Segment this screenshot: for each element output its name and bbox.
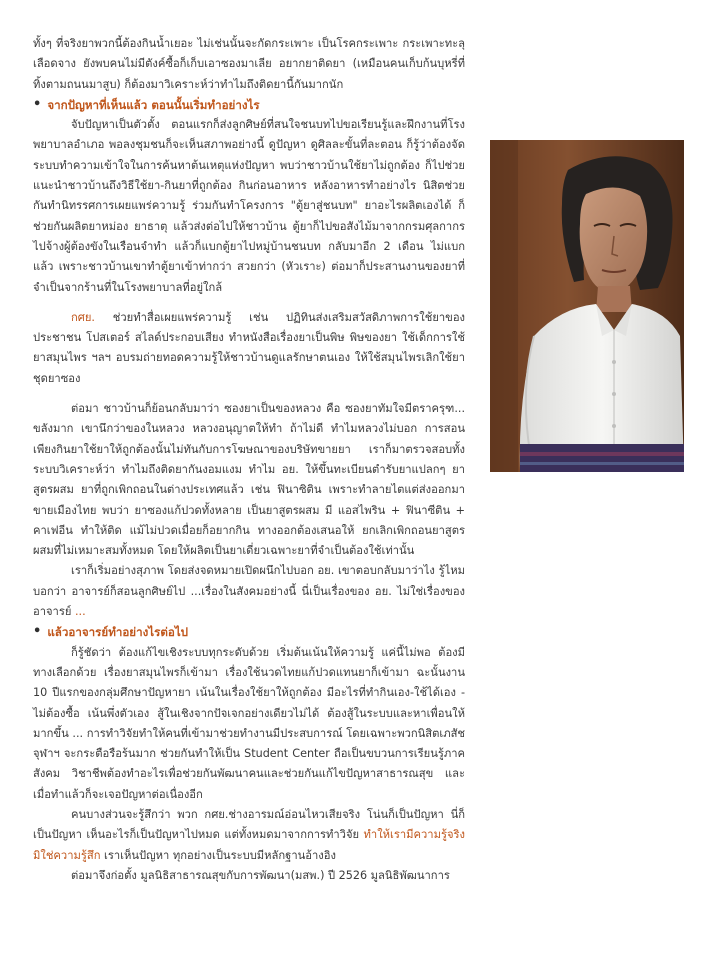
paragraph-open-letter — [33, 561, 465, 622]
section-heading-1 — [33, 95, 465, 115]
research-highlight: ทำให้เรามีความรู้จริง มิใช่ความรู้สึก — [33, 828, 465, 862]
portrait-photo — [490, 140, 684, 472]
paragraph-research-text: คนบางส่วนจะรู้สึกว่า พวก กศย.ช่างอารมณ์อ่อนไหวเสียจริง โน่นก็เป็นปัญหา นี่ก็เป็นปัญหา เห็นอะไรก็เป็นปัญหาไปหมด แต่ทั้งหมดมาจากการทำวิจัย — [33, 807, 465, 842]
portrait-illustration — [490, 140, 684, 472]
paragraph-foundation: ต่อมาจึงก่อตั้ง มูลนิธิสาธารณสุขกับการพัฒนา(มสพ.) ปี 2526 มูลนิธิพัฒนาการ — [71, 868, 450, 882]
paragraph-media-text: ช่วยทำสื่อเผยแพร่ความรู้ เช่น ปฏิทินส่งเสริมสวัสดิภาพการใช้ยาของประชาชน โปสเตอร์ สไลด์ประกอบเสียง ทำหนังสือเรื่องยาเป็นพิษ พิษของยา ใช้เด็กการใช้ยาสมุนไพร ฯลฯ อบรมถ่ายทอดความรู้ให้ชาวบ้านดูแลรักษาตนเอง ให้ใช้สมุนไพรเลิกใช้ยาชุดยาซอง — [33, 310, 465, 385]
section-heading-1-text: จากปัญหาที่เห็นแล้ว ตอนนั้นเริ่มทำอย่างไร — [47, 97, 260, 112]
bullet-icon: • — [33, 96, 42, 112]
paragraph-system-change: ก็รู้ชัดว่า ต้องแก้ไขเชิงระบบทุกระดับด้วย เริ่มต้นเน้นให้ความรู้ แค่นี้ไม่พอ ต้องมีทางเลือกด้วย เรื่องยาสมุนไพรก็เข้ามา เรื่องใช้นวดไทยแก้ปวดแทนยาก็เข้ามา ฉะนั้นงาน 10 ปีแรกของกลุ่มศึกษาปัญหายา เน้นในเรื่องใช้ยาให้ถูกต้อง มีอะไรที่ทำกินเอง-ใช้ได้เอง - ไม่ต้องซื้อ เน้นพึ่งตัวเอง สู้ในเชิงจากปัจเจกอย่างเดียวไม่ได้ ต้องสู้ในระบบและหาเพื่อนให้มากขึ้น ... การทำวิจัยทำให้คนที่เข้ามาช่วยทำงานมีประสบการณ์ โดยเฉพาะพวกนิสิตเภสัชจุฬาฯ จะกระตือรือร้นมาก ช่วยกันทำให้เป็น Student Center ถือเป็นขบวนการเรียนรู้ภาคสังคม วิชาชีพต้องทำอะไรเพื่อช่วยกันพัฒนาคนและช่วยกันแก้ไขปัญหาสาธารณสุข และเมื่อทำแล้วก็จะเจอปัญหาต่อเนื่องอีก — [33, 645, 465, 801]
section-heading-2 — [33, 622, 465, 642]
paragraph-intro: ทั้งๆ ที่จริงยาพวกนี้ต้องกินน้ำเยอะ ไม่เช่นนั้นจะกัดกระเพาะ เป็นโรคกระเพาะ กระเพาะทะลุ เลือดจาง ยังพบคนไม่มีตังค์ซื้อก็เก็บเอาซองมาเลีย อยากยาติดยา (เหมือนคนเก็บก้นบุหรี่ที่ทิ้งตามถนนมาสูบ) ก็ต้องมาวิเคราะห์ว่าทำไมถึงติดยานี้กันมากนัก — [33, 37, 465, 91]
paragraph-drug-sachet: ต่อมา ชาวบ้านก็ย้อนกลับมาว่า ซองยาเป็นของหลวง คือ ซองยาทัมใจมีตราครุฑ... ขลังมาก เขานึกว่าของในหลวง หลวงอนุญาตให้ทำ ถ้าไม่ดี ทำไมหลวงไม่บอก การสอนเพียงกินยาใช้ยาให้ถูกต้องนั้นไม่ทันกับการโฆษณาของบริษัทขายยา เราก็มาตรวจสอบทั้งระบบวิเคราะห์ว่า ทำไมถึงติดยากันงอมแงม ทำไม อย. ให้ขึ้นทะเบียนตำรับยาแปลกๆ ยาสูตรผสม ยาที่ถูกเพิกถอนในต่างประเทศแล้ว เช่น ฟินาซิติน เพราะทำลายไตแต่ส่งออกมาขายเมืองไทย พบว่า ยาซองแก้ปวดทั้งหลาย เป็นยาสูตรผสม มี แอสไพริน + ฟินาซีติน + คาเฟอีน ทำให้ติด แม้ไม่ปวดเมื่อยก็อยากกิน ทางออกต้องเสนอให้ ยกเลิกเพิกถอนยาสูตรผสมที่ไม่เหมาะสมทั้งหมด โดยให้ผลิตเป็นยาเดี่ยวเฉพาะยาที่จำเป็นต้องใช้เท่านั้น — [33, 402, 465, 558]
paragraph-research — [33, 805, 465, 866]
article-column — [33, 34, 465, 886]
paragraph-media — [33, 308, 465, 389]
paragraph-open-letter-tail: ... — [71, 605, 86, 619]
paragraph-start-work: จับปัญหาเป็นตัวตั้ง ตอนแรกก็ส่งลูกศิษย์ที่สนใจชนบทไปขอเรียนรู้และฝึกงานที่โรงพยาบาลอำเภอ พอลงชุมชนก็จะเห็นสภาพอย่างนี้ ดูปัญหา ดูศิลละขั้นที่ละตอน ก็รู้ว่าต้องจัดระบบทำความเข้าใจในการค้นหาต้นเหตุแห่งปัญหา พบว่าชาวบ้านใช้ยาไม่ถูกต้อง ก็ไปช่วยแนะนำชาวบ้านถึงวิธีใช้ยา-กินยาที่ถูกต้อง กินก่อนอาหาร หลังอาหารทำอย่างไร นิสิตช่วยกันทำนิทรรศการเผยแพร่ความรู้ ร่วมกันทำโครงการ "ตู้ยาสู่ชนบท" ยาอะไรผลิตเองได้ ก็ช่วยกันผลิตยาหม่อง ยาธาตุ แล้วส่งต่อไปให้ชาวบ้าน ตู้ยาก็ไปขอสังไม้มาจากกรมศุลกากร ไปจ้างผู้ต้องขังในเรือนจำทำ แล้วก็แบกตู้ยาไปหมู่บ้านชนบท กลับมาอีก 2 เดือน ไม่แบกแล้ว เพราะชาวบ้านเขาทำตู้ยาเข้าท่ากว่า สวยกว่า (หัวเราะ) ต่อมาก็ประสานงานของยาที่จำเป็นจากร้านที่ในโรงพยาบาลที่อยู่ใกล้ — [33, 118, 465, 294]
bullet-icon: • — [33, 624, 42, 640]
paragraph-research-tail: เราเห็นปัญหา ทุกอย่างเป็นระบบมีหลักฐานอ้างอิง — [100, 848, 336, 862]
org-abbreviation: กศย. — [71, 310, 95, 324]
section-heading-2-text: แล้วอาจารย์ทำอย่างไรต่อไป — [47, 625, 189, 640]
paragraph-open-letter-text: เราก็เริ่มอย่างสุภาพ โดยส่งจดหมายเปิดผนึกไปบอก อย. เขาตอบกลับมาว่าไง รู้ไหม บอกว่า อาจารย์ก็สอนลูกศิษย์ไป ...เรื่องในสังคมอย่างนี้ นี่เป็นเรื่องของ อย. ไม่ใช่เรื่องของอาจารย์ — [33, 564, 465, 619]
